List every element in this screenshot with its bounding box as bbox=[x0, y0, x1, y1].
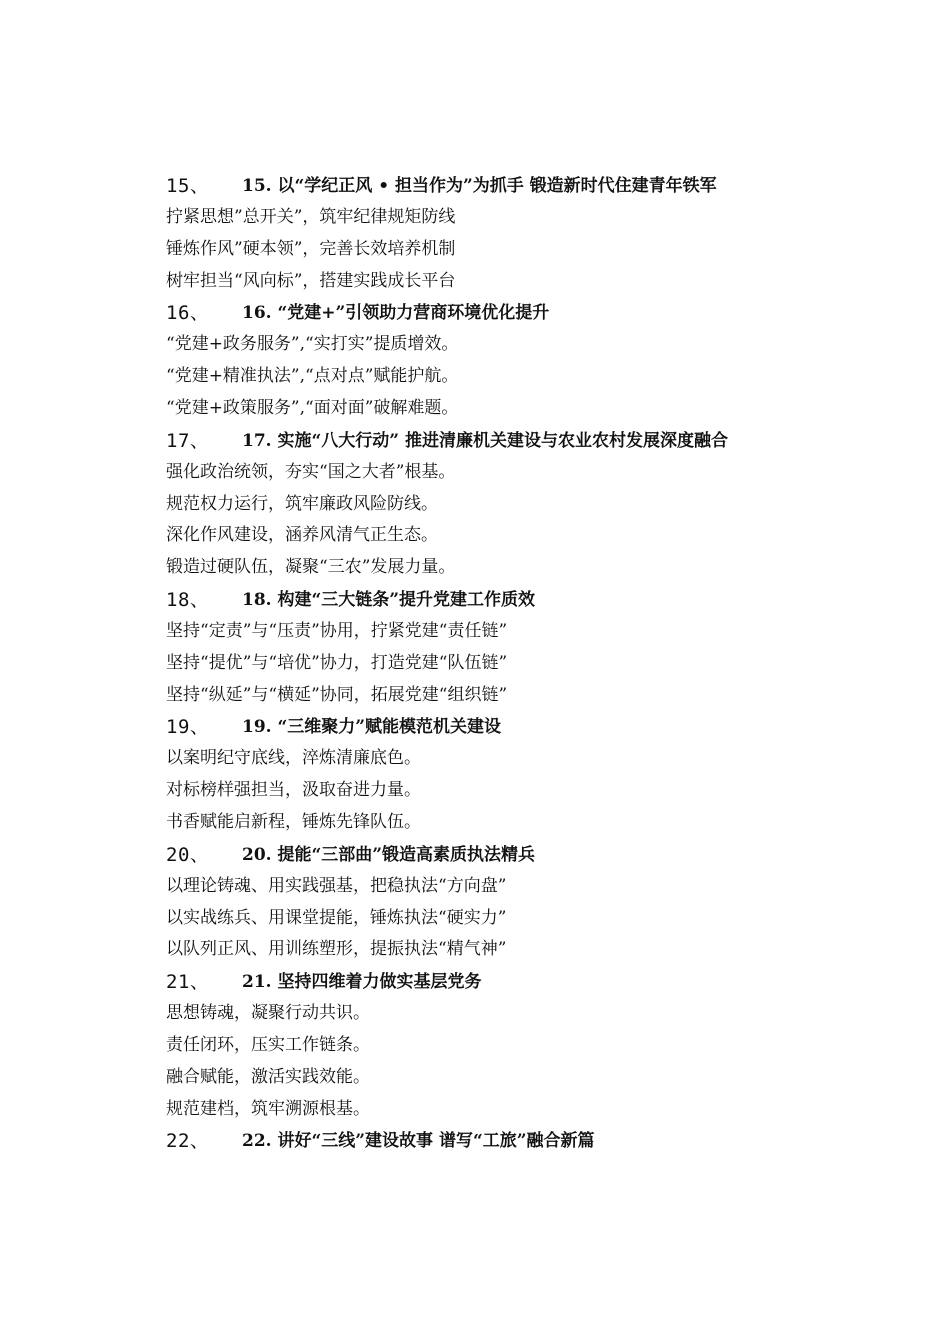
section-number: 19、 bbox=[166, 716, 210, 739]
document-body bbox=[166, 170, 886, 1157]
section-line: 思想铸魂，凝聚行动共识。 bbox=[166, 1003, 370, 1024]
section-line: 责任闭环，压实工作链条。 bbox=[166, 1034, 370, 1055]
section-title: 22. 讲好“三线”建设故事 谱写“工旅”融合新篇 bbox=[242, 1131, 595, 1152]
section-number: 22、 bbox=[166, 1130, 210, 1153]
section-heading bbox=[166, 1125, 886, 1157]
section-line: 坚持“提优”与“培优”协力，打造党建“队伍链” bbox=[166, 652, 508, 673]
section-heading bbox=[166, 170, 886, 202]
section-line: 对标榜样强担当，汲取奋进力量。 bbox=[166, 780, 421, 801]
section-title: 15. 以“学纪正风 • 担当作为”为抓手 锻造新时代住建青年铁军 bbox=[242, 176, 717, 196]
section-line: 规范权力运行，筑牢廉政风险防线。 bbox=[166, 493, 438, 514]
section-line: 书香赋能启新程，锤炼先锋队伍。 bbox=[166, 811, 421, 832]
section-heading bbox=[166, 584, 886, 616]
section-line: 强化政治统领，夯实“国之大者”根基。 bbox=[166, 461, 456, 482]
section-line: 坚持“纵延”与“横延”协同，拓展党建“组织链” bbox=[166, 684, 508, 705]
section-title: 19. “三维聚力”赋能模范机关建设 bbox=[242, 717, 502, 738]
section-title: 20. 提能“三部曲”锻造高素质执法精兵 bbox=[242, 844, 536, 865]
section-line: “党建+政务服务”,“实打实”提质增效。 bbox=[166, 334, 459, 355]
section-number: 16、 bbox=[166, 302, 210, 325]
section-number: 18、 bbox=[166, 588, 210, 611]
section-line: 锻造过硬队伍，凝聚“三农”发展力量。 bbox=[166, 557, 456, 578]
section-title: 18. 构建“三大链条”提升党建工作质效 bbox=[242, 589, 536, 610]
section-heading bbox=[166, 839, 886, 871]
section-number: 17、 bbox=[166, 429, 210, 452]
section-line: 以案明纪守底线，淬炼清廉底色。 bbox=[166, 748, 421, 769]
section-line: 坚持“定责”与“压责”协用，拧紧党建“责任链” bbox=[166, 620, 508, 641]
section-line: “党建+精准执法”,“点对点”赋能护航。 bbox=[166, 366, 459, 387]
section-title: 17. 实施“八大行动” 推进清廉机关建设与农业农村发展深度融合 bbox=[242, 430, 728, 451]
section-line: 以队列正风、用训练塑形，提振执法“精气神” bbox=[166, 939, 507, 960]
section-line: 规范建档，筑牢溯源根基。 bbox=[166, 1098, 370, 1119]
section-line: 树牢担当“风向标”，搭建实践成长平台 bbox=[166, 270, 456, 291]
section-title: 16. “党建+”引领助力营商环境优化提升 bbox=[242, 303, 550, 324]
section-heading bbox=[166, 711, 886, 743]
section-line: 融合赋能，激活实践效能。 bbox=[166, 1066, 370, 1087]
section-number: 15、 bbox=[166, 175, 210, 197]
section-line: 拧紧思想”总开关”，筑牢纪律规矩防线 bbox=[166, 207, 456, 227]
section-line: “党建+政策服务”,“面对面”破解难题。 bbox=[166, 397, 459, 418]
section-heading bbox=[166, 425, 886, 457]
section-title: 21. 坚持四维着力做实基层党务 bbox=[242, 972, 482, 993]
section-line: 以理论铸魂、用实践强基，把稳执法“方向盘” bbox=[166, 875, 507, 896]
section-heading bbox=[166, 966, 886, 998]
section-line: 深化作风建设，涵养风清气正生态。 bbox=[166, 525, 438, 546]
section-line: 锤炼作风”硬本领”，完善长效培养机制 bbox=[166, 238, 456, 259]
section-line: 以实战练兵、用课堂提能，锤炼执法“硬实力” bbox=[166, 907, 507, 928]
section-heading bbox=[166, 297, 886, 329]
section-number: 20、 bbox=[166, 843, 210, 866]
section-number: 21、 bbox=[166, 971, 210, 994]
